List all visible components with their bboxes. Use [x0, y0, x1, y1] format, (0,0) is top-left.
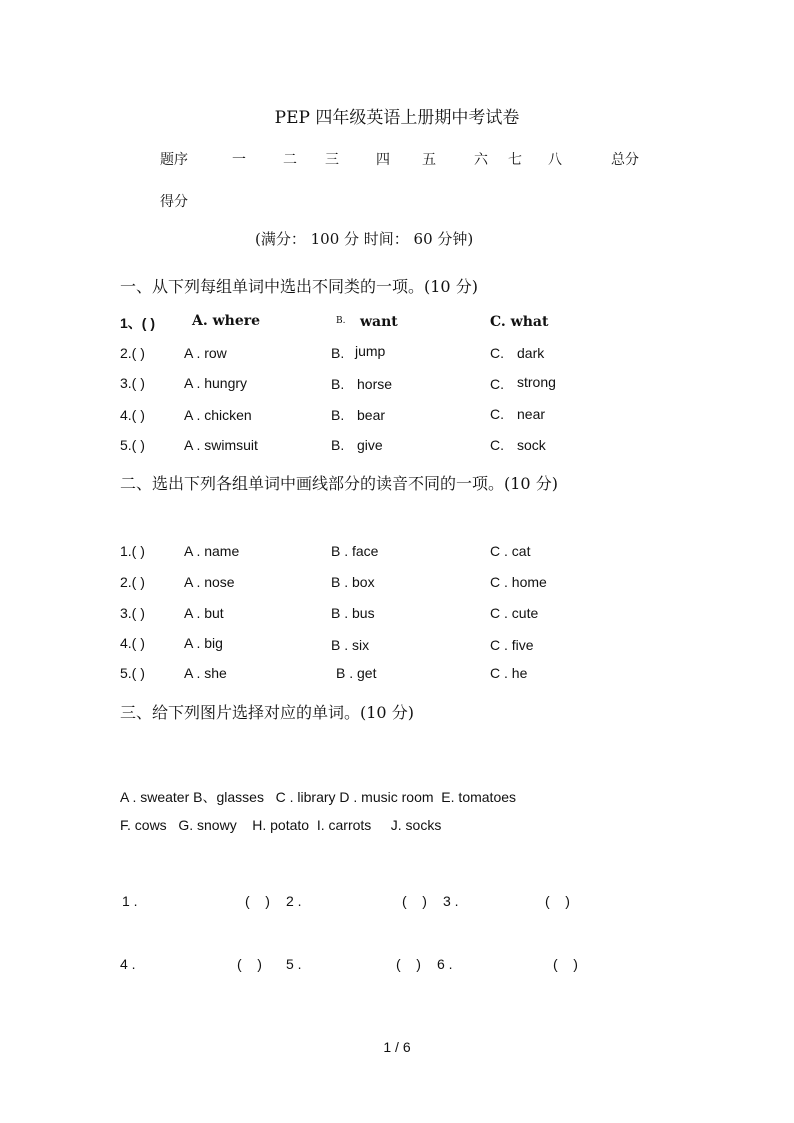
score-table-col-4: 四: [376, 152, 390, 168]
s3-blank-4-number: 4 .: [120, 956, 136, 972]
score-table-col-3: 三: [325, 152, 339, 168]
s2-item-2-number: 2.( ): [120, 574, 145, 590]
s3-blank-3-answer[interactable]: ( ): [545, 893, 570, 909]
s1-item-2-option-c: dark: [517, 345, 545, 361]
s3-blank-6-number: 6 .: [437, 956, 453, 972]
s2-item-1-option-c: C . cat: [490, 543, 531, 559]
score-table-col-5: 五: [422, 152, 436, 168]
s3-blank-4-answer[interactable]: ( ): [237, 956, 262, 972]
exam-info: (满分： 100 分 时间： 60 分钟): [255, 230, 474, 248]
s1-item-1-option-b-letter: B.: [336, 316, 346, 326]
s1-item-3-number: 3.( ): [120, 375, 145, 391]
s2-item-5-option-a: A . she: [184, 665, 227, 681]
s1-item-2-option-c-letter: C.: [490, 345, 504, 361]
s2-item-2-option-a: A . nose: [184, 574, 235, 590]
s1-item-5-option-b-letter: B.: [331, 437, 345, 453]
s3-blank-3-number: 3 .: [443, 893, 459, 909]
s1-item-2-number: 2.( ): [120, 345, 145, 361]
s3-blank-1-number: 1 .: [122, 893, 138, 909]
section-1-heading: 一、从下列每组单词中选出不同类的一项。(10 分): [120, 277, 478, 296]
s1-item-1-option-c: C. what: [490, 314, 549, 330]
s1-item-3-option-b: horse: [357, 376, 393, 392]
s2-item-2-option-b: B . box: [331, 574, 375, 590]
section-3-heading: 三、给下列图片选择对应的单词。(10 分): [120, 703, 414, 722]
s1-item-4-option-a: A . chicken: [184, 407, 252, 423]
s1-item-3-option-b-letter: B.: [331, 376, 345, 392]
s1-item-3-option-a: A . hungry: [184, 375, 248, 391]
score-table-col-8: 八: [548, 152, 562, 168]
score-table-score-label: 得分: [160, 194, 188, 210]
s2-item-3-option-a: A . but: [184, 605, 224, 621]
s1-item-2-option-b-letter: B.: [331, 345, 345, 361]
score-table-header-label: 题序: [160, 152, 188, 168]
s3-blank-5-answer[interactable]: ( ): [396, 956, 421, 972]
s1-item-4-number: 4.( ): [120, 407, 145, 423]
s1-item-4-option-c-letter: C.: [490, 406, 504, 422]
s1-item-4-option-b: bear: [357, 407, 386, 423]
s1-item-1-option-b: want: [360, 314, 398, 330]
s2-item-1-option-b: B . face: [331, 543, 379, 559]
s1-item-5-option-a: A . swimsuit: [184, 437, 258, 453]
s1-item-5-option-c-letter: C.: [490, 437, 504, 453]
s2-item-4-option-b: B . six: [331, 637, 370, 653]
score-table-col-2: 二: [283, 152, 297, 168]
s1-item-5-option-b: give: [357, 437, 383, 453]
s2-item-3-number: 3.( ): [120, 605, 145, 621]
s1-item-4-option-b-letter: B.: [331, 407, 345, 423]
score-table-col-1: 一: [232, 152, 246, 168]
s3-blank-5-number: 5 .: [286, 956, 302, 972]
s3-blank-2-answer[interactable]: ( ): [402, 893, 427, 909]
s1-item-5-option-c: sock: [517, 437, 546, 453]
s1-item-3-option-c-letter: C.: [490, 376, 504, 392]
s1-item-1-number: 1、( ): [120, 315, 155, 331]
s2-item-5-option-b: B . get: [336, 665, 377, 681]
s3-options-line-1: A . sweater B、glasses C . library D . music room E. tomatoes: [120, 789, 517, 805]
s3-options-line-2: F. cows G. snowy H. potato I. carrots J. socks: [120, 817, 442, 833]
s1-item-3-option-c: strong: [517, 374, 556, 390]
section-2-heading: 二、选出下列各组单词中画线部分的读音不同的一项。(10 分): [120, 474, 558, 493]
s1-item-4-option-c: near: [517, 406, 546, 422]
s2-item-4-option-c: C . five: [490, 637, 534, 653]
s3-blank-1-answer[interactable]: ( ): [245, 893, 270, 909]
s2-item-5-number: 5.( ): [120, 665, 145, 681]
s3-blank-6-answer[interactable]: ( ): [553, 956, 578, 972]
score-table-col-6: 六: [474, 152, 488, 168]
score-table-col-7: 七: [508, 152, 522, 168]
s1-item-1-option-a: A. where: [192, 313, 261, 329]
s1-item-2-option-a: A . row: [184, 345, 227, 361]
s2-item-3-option-c: C . cute: [490, 605, 539, 621]
s2-item-1-option-a: A . name: [184, 543, 240, 559]
s2-item-2-option-c: C . home: [490, 574, 547, 590]
page-number: 1 / 6: [383, 1039, 411, 1055]
s2-item-4-number: 4.( ): [120, 635, 145, 651]
s2-item-1-number: 1.( ): [120, 543, 145, 559]
s2-item-5-option-c: C . he: [490, 665, 528, 681]
score-table-total-label: 总分: [611, 152, 639, 168]
page-title: PEP 四年级英语上册期中考试卷: [274, 108, 520, 128]
s1-item-2-option-b: jump: [355, 343, 386, 359]
s1-item-5-number: 5.( ): [120, 437, 145, 453]
s2-item-3-option-b: B . bus: [331, 605, 375, 621]
s2-item-4-option-a: A . big: [184, 635, 223, 651]
s3-blank-2-number: 2 .: [286, 893, 302, 909]
